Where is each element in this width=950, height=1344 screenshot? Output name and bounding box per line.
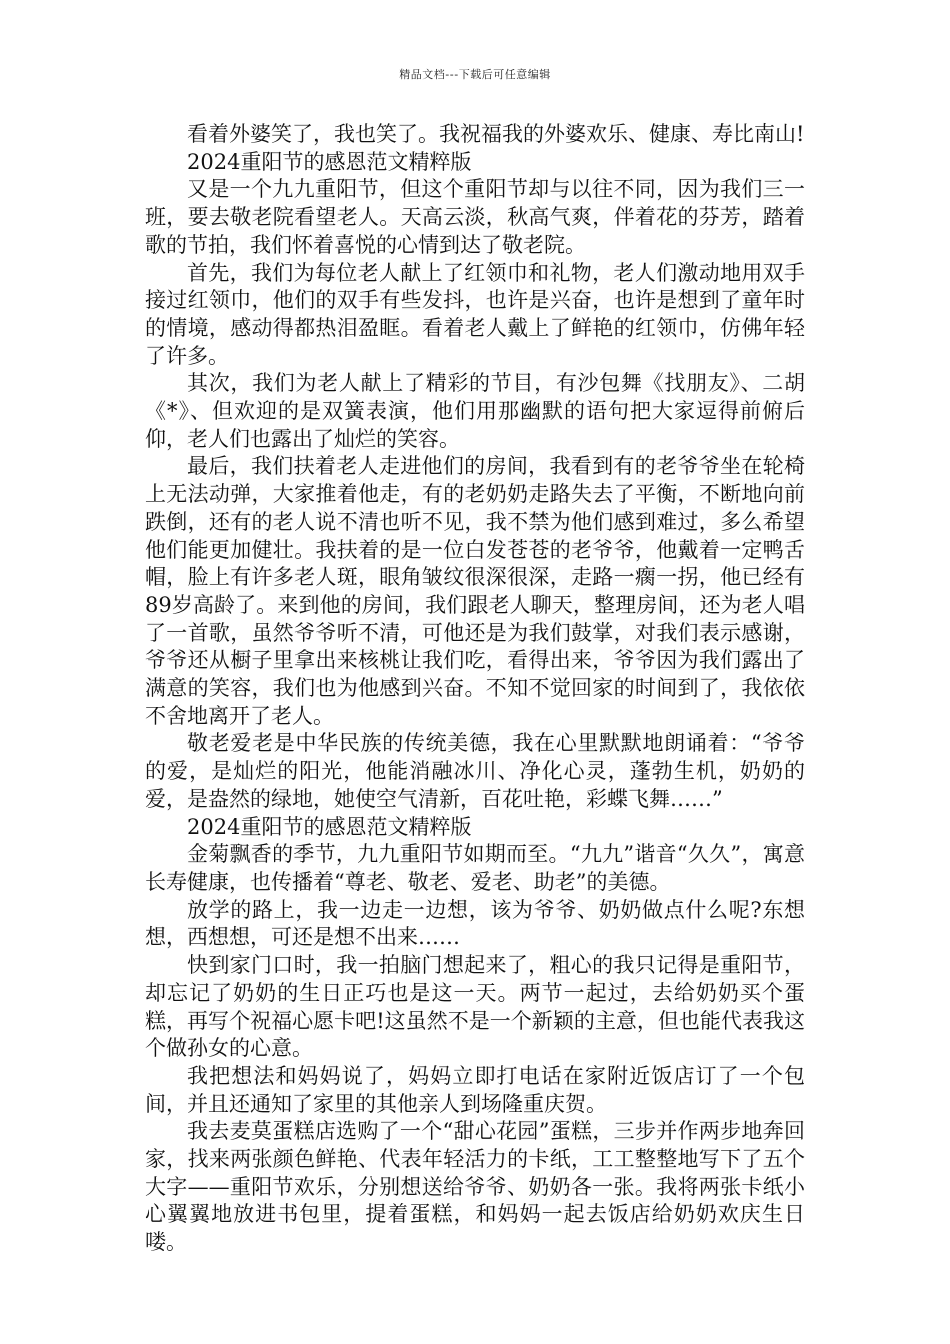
paragraph: 放学的路上，我一边走一边想，该为爷爷、奶奶做点什么呢?东想想，西想想，可还是想不出来…… [145, 897, 805, 950]
paragraph: 快到家门口时，我一拍脑门想起来了，粗心的我只记得是重阳节，却忘记了奶奶的生日正巧也是这一天。两节一起过，去给奶奶买个蛋糕，再写个祝福心愿卡吧!这虽然不是一个新颖的主意，但也能代表我这个做孙女的心意。 [145, 953, 805, 1061]
paragraph: 金菊飘香的季节，九九重阳节如期而至。“九九”谐音“久久”，寓意长寿健康，也传播着“尊老、敬老、爱老、助老”的美德。 [145, 842, 805, 894]
paragraph: 其次，我们为老人献上了精彩的节目，有沙包舞《找朋友》、二胡《*》、但欢迎的是双簧表演，他们用那幽默的语句把大家逗得前俯后仰，老人们也露出了灿烂的笑容。 [145, 371, 805, 451]
paragraph: 敬老爱老是中华民族的传统美德，我在心里默默地朗诵着：“爷爷的爱，是灿烂的阳光，他能消融冰川、净化心灵，蓬勃生机，奶奶的爱，是盎然的绿地，她使空气清新，百花吐艳，彩蝶飞舞……” [145, 731, 805, 811]
paragraph: 最后，我们扶着老人走进他们的房间，我看到有的老爷爷坐在轮椅上无法动弹，大家推着他走，有的老奶奶走路失去了平衡，不断地向前跌倒，还有的老人说不清也听不见，我不禁为他们感到难过，多么希望他们能更加健壮。我扶着的是一位白发苍苍的老爷爷，他戴着一定鸭舌帽，脸上有许多老人斑，眼角皱纹很深很深，走路一瘸一拐，他已经有89岁高龄了。来到他的房间，我们跟老人聊天，整理房间，还为老人唱了一首歌，虽然爷爷听不清，可他还是为我们鼓掌，对我们表示感谢，爷爷还从橱子里拿出来核桃让我们吃，看得出来，爷爷因为我们露出了满意的笑容，我们也为他感到兴奋。不知不觉回家的时间到了，我依依不舍地离开了老人。 [145, 454, 805, 728]
section-title: 2024重阳节的感恩范文精粹版 [187, 149, 472, 174]
paragraph: 我把想法和妈妈说了，妈妈立即打电话在家附近饭店订了一个包间，并且还通知了家里的其他亲人到场隆重庆贺。 [145, 1063, 805, 1116]
section-title: 2024重阳节的感恩范文精粹版 [187, 814, 472, 839]
document-body [145, 121, 805, 1257]
paragraph: 又是一个九九重阳节，但这个重阳节却与以往不同，因为我们三一班，要去敬老院看望老人。天高云淡，秋高气爽，伴着花的芬芳，踏着歌的节拍，我们怀着喜悦的心情到达了敬老院。 [145, 177, 805, 257]
paragraph: 首先，我们为每位老人献上了红领巾和礼物，老人们激动地用双手接过红领巾，他们的双手有些发抖，也许是兴奋，也许是想到了童年时的情境，感动得都热泪盈眶。看着老人戴上了鲜艳的红领巾，仿佛年轻了许多。 [145, 260, 805, 368]
page-header: 精品文档---下载后可任意编辑 [399, 68, 551, 81]
paragraph: 我去麦莫蛋糕店选购了一个“甜心花园”蛋糕，三步并作两步地奔回家，找来两张颜色鲜艳、代表年轻活力的卡纸，工工整整地写下了五个大字——重阳节欢乐，分别想送给爷爷、奶奶各一张。我将两张卡纸小心翼翼地放进书包里，提着蛋糕，和妈妈一起去饭店给奶奶欢庆生日喽。 [145, 1119, 805, 1255]
paragraph: 看着外婆笑了，我也笑了。我祝福我的外婆欢乐、健康、寿比南山! [187, 122, 805, 146]
